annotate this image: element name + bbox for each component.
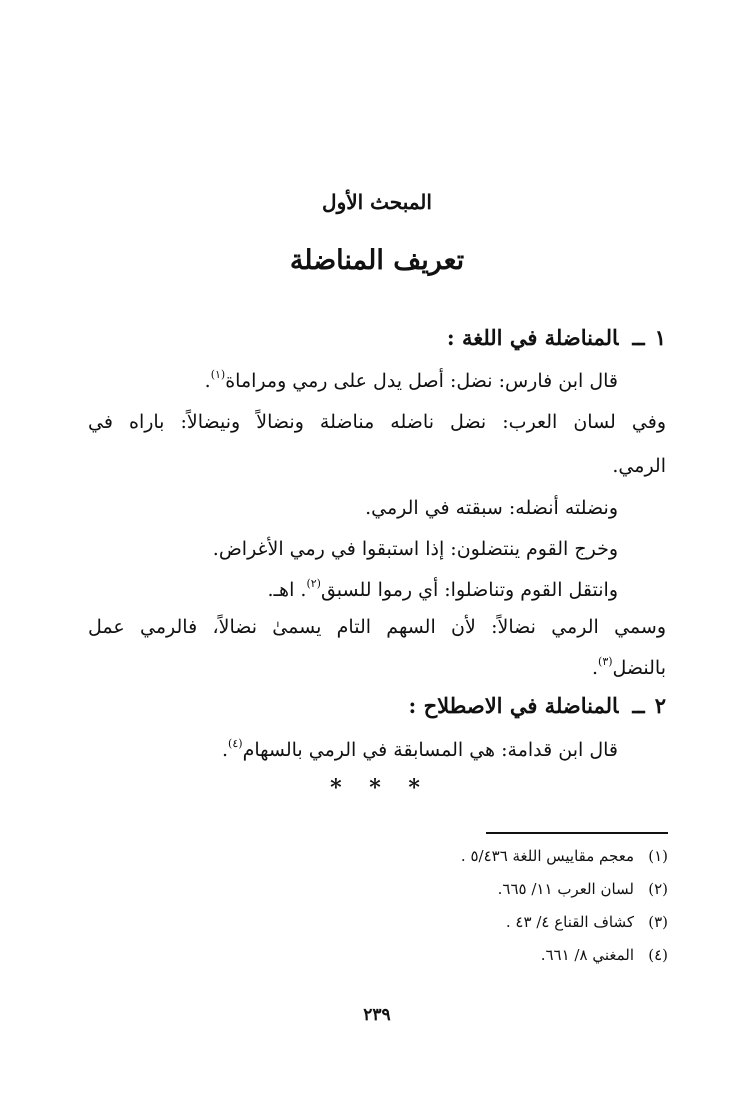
footnote-text: معجم مقاييس اللغة ٥/٤٣٦ . — [460, 847, 634, 865]
line-end: . — [591, 657, 599, 679]
section-dash: ــ — [632, 693, 645, 718]
line-end: . اهـ. — [267, 579, 307, 601]
page-number: ٢٣٩ — [363, 1005, 391, 1025]
body-line — [592, 655, 666, 679]
line-text: قال ابن فارس: نضل: أصل يدل على رمي ومراماة — [225, 370, 618, 392]
footnote-ref: (٢) — [306, 577, 321, 590]
line-text: بالنضل — [612, 657, 666, 679]
footnote — [541, 946, 668, 964]
body-line — [365, 497, 618, 519]
footnote-ref: (٤) — [228, 737, 243, 750]
line-text: وخرج القوم ينتضلون: إذا استبقوا في رمي الأغراض. — [212, 538, 618, 560]
footnote-divider — [486, 832, 668, 834]
footnote — [461, 847, 668, 865]
line-text: ونضلته أنضله: سبقته في الرمي. — [365, 497, 618, 519]
line-text: الرمي. — [612, 455, 666, 477]
line-text: وسمي الرمي نضالاً: لأن السهم التام يسمىٰ نضالاً، فالرمي عمل — [88, 616, 666, 638]
body-line — [205, 368, 618, 392]
page-title: تعريف المناضلة — [289, 245, 465, 276]
footnote — [498, 880, 668, 898]
footnote — [506, 913, 668, 931]
line-end: . — [204, 370, 211, 392]
section-heading-terminology — [409, 693, 667, 718]
section-title: المناضلة في الاصطلاح : — [408, 693, 619, 718]
chapter-heading: المبحث الأول — [322, 190, 432, 214]
body-line — [88, 411, 666, 433]
footnote-text: المغني ٨/ ٦٦١. — [540, 946, 634, 964]
body-line — [267, 577, 618, 601]
section-heading-language — [447, 325, 666, 350]
body-line — [222, 737, 618, 761]
footnote-text: كشاف القناع ٤/ ٤٣ . — [505, 913, 634, 931]
body-line — [213, 538, 618, 560]
section-number: ١ — [654, 325, 666, 350]
body-line — [88, 616, 666, 638]
section-separator: * * * — [330, 775, 430, 801]
line-end: . — [222, 739, 229, 761]
section-dash: ــ — [632, 325, 645, 350]
line-text: وانتقل القوم وتناضلوا: أي رموا للسبق — [320, 579, 618, 601]
section-number: ٢ — [654, 693, 666, 718]
line-text: قال ابن قدامة: هي المسابقة في الرمي بالسهام — [242, 739, 618, 761]
footnote-ref: (٣) — [598, 655, 613, 668]
footnote-number: (١) — [648, 847, 668, 865]
footnote-number: (٤) — [648, 946, 668, 964]
line-text: وفي لسان العرب: نضل ناضله مناضلة ونضالاً ونيضالاً: باراه في — [88, 411, 666, 433]
footnote-ref: (١) — [210, 368, 226, 381]
body-line — [612, 455, 666, 477]
footnote-text: لسان العرب ١١/ ٦٦٥. — [497, 880, 634, 898]
footnote-number: (٢) — [648, 880, 668, 898]
footnote-number: (٣) — [648, 913, 668, 931]
section-title: المناضلة في اللغة : — [446, 325, 619, 350]
